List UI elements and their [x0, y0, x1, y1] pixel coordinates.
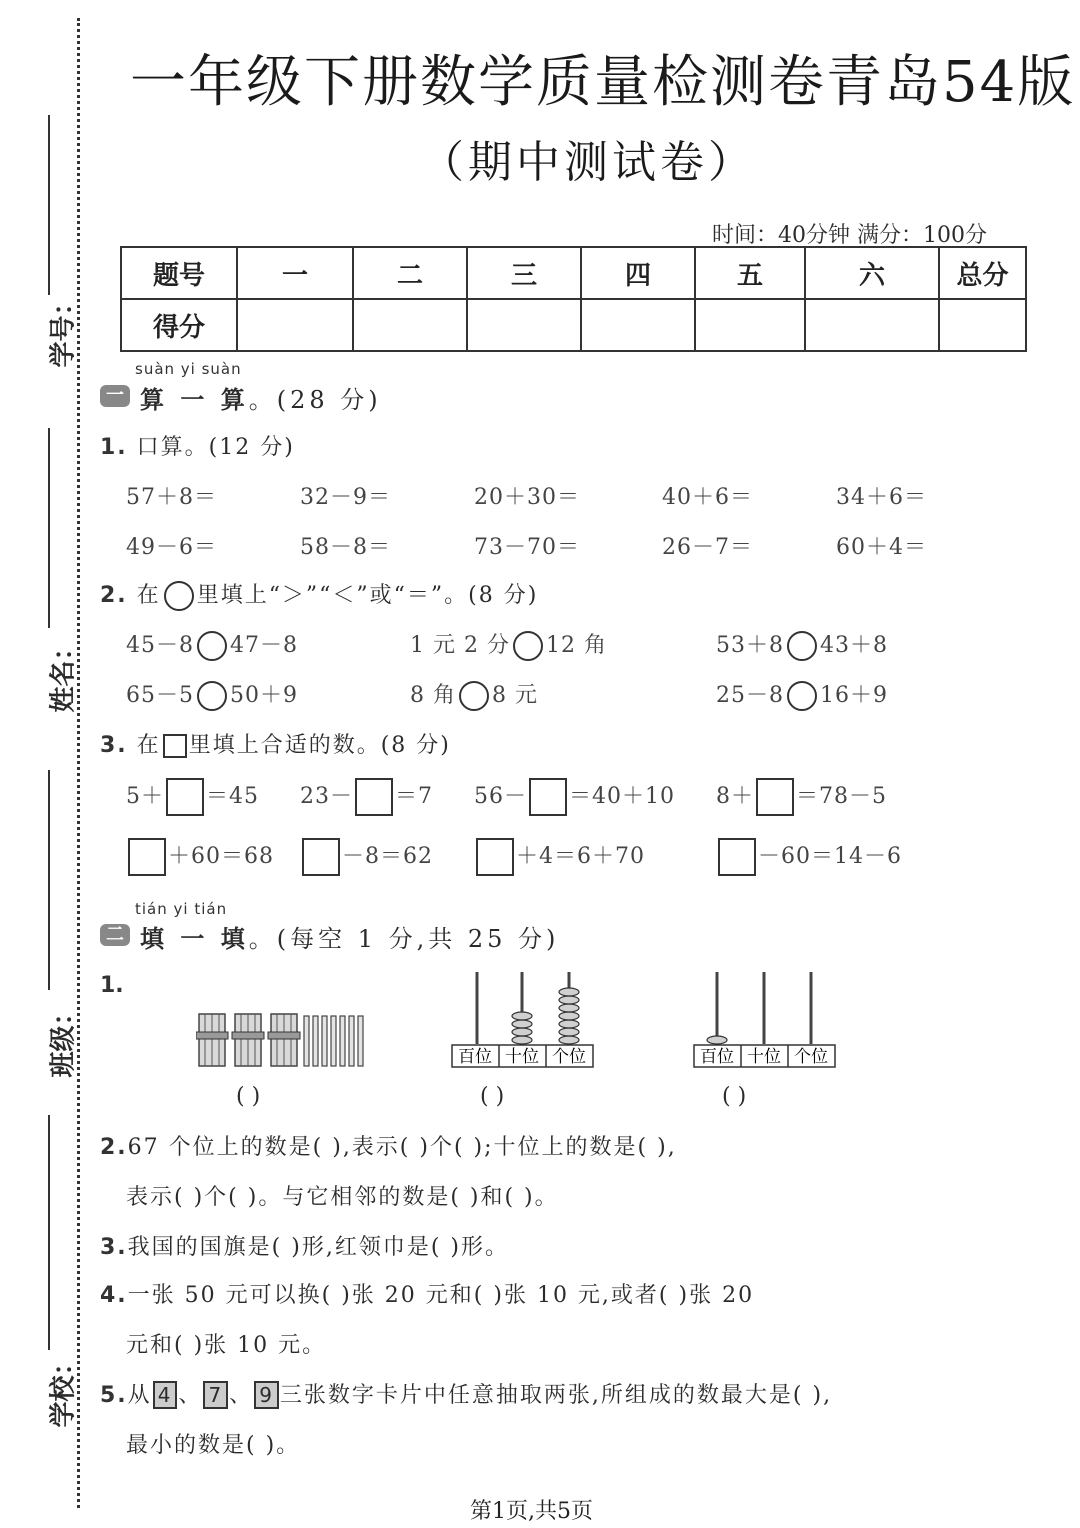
abacus-1	[448, 968, 598, 1072]
single-sticks	[304, 1016, 363, 1066]
s2-q4-text: 一张 50 元可以换( )张 20 元和( )张 10 元,或者( )张 20	[127, 1283, 755, 1308]
compare-circle[interactable]	[197, 631, 227, 661]
abacus-label: 十位	[505, 1047, 539, 1067]
score-table-header-row	[121, 247, 1026, 299]
score-header-cell: 总分	[939, 247, 1026, 299]
score-header-cell: 六	[805, 247, 939, 299]
s2-q5-number: 5.	[100, 1383, 128, 1408]
digit-card: 7	[203, 1381, 228, 1409]
s2-q4-line1	[100, 1278, 754, 1309]
exp-item: 49－6＝	[126, 535, 217, 560]
section2-header	[140, 919, 559, 954]
fill-post: ＋4＝6＋70	[516, 844, 645, 869]
compare-circle[interactable]	[787, 681, 817, 711]
fill-pre: 5＋	[126, 784, 164, 809]
compare-item	[410, 678, 538, 711]
score-header-cell: 一	[237, 247, 353, 299]
s2-q5-line1	[100, 1378, 832, 1409]
abacus-label: 百位	[700, 1047, 734, 1067]
score-header-cell: 题号	[121, 247, 237, 299]
compare-circle[interactable]	[787, 631, 817, 661]
s1-q2	[100, 578, 538, 611]
s1-q1-number: 1.	[100, 435, 128, 460]
exp-item: 40＋6＝	[662, 485, 753, 510]
s2-q5-post: 三张数字卡片中任意抽取两张,所组成的数最大是( ),	[279, 1383, 833, 1408]
score-cell[interactable]	[467, 299, 581, 351]
score-header-cell: 四	[581, 247, 695, 299]
s2-q2-text: 67 个位上的数是( ),表示( )个( );十位上的数是( ),	[127, 1135, 677, 1160]
section1-badge: 一	[100, 385, 130, 407]
section1-header	[140, 380, 382, 415]
s1-q3-number: 3.	[100, 733, 128, 758]
circle-icon	[164, 581, 194, 611]
s1-q3-text-post: 里填上合适的数。(8 分)	[188, 733, 451, 758]
compare-circle[interactable]	[197, 681, 227, 711]
section2-points: 。(每空 1 分,共 25 分)	[248, 925, 560, 953]
abacus-label: 个位	[794, 1047, 828, 1067]
fill-pre: 56－	[474, 784, 527, 809]
section1-points: 。(28 分)	[248, 386, 382, 414]
exp-item: 20＋30＝	[474, 485, 580, 510]
score-header-cell: 二	[353, 247, 467, 299]
compare-right: 8 元	[492, 683, 538, 708]
score-cell[interactable]	[353, 299, 467, 351]
fill-item	[126, 778, 259, 816]
abacus-label: 百位	[458, 1047, 492, 1067]
compare-left: 8 角	[410, 683, 456, 708]
s2-q1-number: 1.	[100, 973, 124, 998]
fill-post: ＝7	[395, 784, 433, 809]
section1-pinyin: suàn yi suàn	[135, 360, 242, 378]
compare-right: 12 角	[545, 633, 607, 658]
answer-blank[interactable]: ( )	[722, 1084, 747, 1109]
score-cell[interactable]	[939, 299, 1026, 351]
page-footer: 第1页,共5页	[470, 1499, 593, 1524]
fill-item	[474, 778, 675, 816]
binding-label-class: 班级：	[48, 999, 79, 1078]
score-table-score-row	[121, 299, 1026, 351]
score-cell[interactable]	[581, 299, 695, 351]
binding-line-student-id	[48, 115, 50, 295]
square-icon	[163, 734, 187, 758]
exp-item: 32－9＝	[300, 485, 391, 510]
answer-box[interactable]	[718, 838, 756, 876]
s1-q2-text-post: 里填上“＞”“＜”或“＝”。(8 分)	[196, 583, 539, 608]
binding-line-class	[48, 770, 50, 990]
s2-q5-line2: 最小的数是( )。	[126, 1433, 301, 1458]
compare-item	[126, 678, 298, 711]
compare-left: 65－5	[126, 683, 194, 708]
answer-box[interactable]	[476, 838, 514, 876]
binding-line-school	[48, 1115, 50, 1350]
counting-sticks-image	[196, 1008, 368, 1070]
compare-circle[interactable]	[459, 681, 489, 711]
abacus-2-bead	[707, 1036, 727, 1044]
answer-blank[interactable]: ( )	[480, 1084, 505, 1109]
fill-item	[474, 838, 645, 876]
section1-title: 算 一 算	[140, 386, 249, 414]
score-cell[interactable]	[237, 299, 353, 351]
fill-item	[300, 778, 433, 816]
binding-label-school: 学校：	[48, 1349, 79, 1428]
score-header-cell: 三	[467, 247, 581, 299]
score-table	[120, 246, 1027, 352]
section2-badge: 二	[100, 924, 130, 946]
exp-item: 60＋4＝	[836, 535, 927, 560]
binding-dotted-line	[77, 18, 80, 1508]
compare-item	[410, 628, 607, 661]
answer-blank[interactable]: ( )	[236, 1084, 261, 1109]
score-header-cell: 五	[695, 247, 805, 299]
stick-bundle	[232, 1014, 264, 1066]
answer-box[interactable]	[529, 778, 567, 816]
answer-box[interactable]	[166, 778, 204, 816]
exp-item: 57＋8＝	[126, 485, 217, 510]
compare-right: 47－8	[230, 633, 298, 658]
s2-q2-number: 2.	[100, 1135, 128, 1160]
stick-bundle	[196, 1014, 228, 1066]
s1-q1	[100, 430, 295, 461]
fill-pre: 8＋	[716, 784, 754, 809]
compare-left: 53＋8	[716, 633, 784, 658]
compare-left: 45－8	[126, 633, 194, 658]
page-subtitle: （期中测试卷）	[420, 137, 756, 188]
exam-meta: 时间：40分钟 满分：100分	[712, 223, 987, 248]
compare-item	[126, 628, 298, 661]
compare-right: 50＋9	[230, 683, 298, 708]
digit-card: 4	[153, 1381, 178, 1409]
score-row-label: 得分	[121, 299, 237, 351]
fill-pre: 23－	[300, 784, 353, 809]
digit-card: 9	[254, 1381, 279, 1409]
s2-q3-number: 3.	[100, 1235, 128, 1260]
s2-q3-text: 我国的国旗是( )形,红领巾是( )形。	[127, 1235, 509, 1260]
fill-item	[126, 838, 274, 876]
stick-bundle	[268, 1014, 300, 1066]
exp-item: 26－7＝	[662, 535, 753, 560]
compare-right: 43＋8	[820, 633, 888, 658]
answer-box[interactable]	[302, 838, 340, 876]
binding-line-name	[48, 428, 50, 628]
fill-item	[300, 838, 433, 876]
compare-item	[716, 678, 888, 711]
s2-q3-line1	[100, 1230, 509, 1261]
s1-q1-text: 口算。(12 分)	[136, 435, 295, 460]
exp-item: 58－8＝	[300, 535, 391, 560]
abacus-label: 十位	[747, 1047, 781, 1067]
fill-post: ＝40＋10	[569, 784, 675, 809]
abacus-label: 个位	[552, 1047, 586, 1067]
s2-q2-line1	[100, 1130, 677, 1161]
compare-left: 1 元 2 分	[410, 633, 510, 658]
compare-right: 16＋9	[820, 683, 888, 708]
compare-left: 25－8	[716, 683, 784, 708]
answer-box[interactable]	[128, 838, 166, 876]
card-separator: 、	[178, 1383, 203, 1408]
exp-item: 34＋6＝	[836, 485, 927, 510]
s2-q2-line2: 表示( )个( )。与它相邻的数是( )和( )。	[126, 1185, 559, 1210]
s2-q5-pre: 从	[127, 1383, 152, 1408]
fill-item	[716, 838, 902, 876]
s1-q3	[100, 728, 451, 759]
compare-circle[interactable]	[513, 631, 543, 661]
compare-item	[716, 628, 888, 661]
s2-q4-number: 4.	[100, 1283, 128, 1308]
s1-q3-text-pre: 在	[136, 733, 161, 758]
fill-post: ＝45	[206, 784, 259, 809]
fill-post: ＝78－5	[796, 784, 887, 809]
fill-post: ＋60＝68	[168, 844, 274, 869]
answer-box[interactable]	[756, 778, 794, 816]
exp-item: 73－70＝	[474, 535, 580, 560]
card-separator: 、	[229, 1383, 254, 1408]
fill-post: －8＝62	[342, 844, 433, 869]
page-title: 一年级下册数学质量检测卷青岛54版	[130, 50, 1076, 115]
s2-q4-line2: 元和( )张 10 元。	[126, 1333, 327, 1358]
fill-item	[716, 778, 887, 816]
score-cell[interactable]	[805, 299, 939, 351]
score-cell[interactable]	[695, 299, 805, 351]
s1-q2-number: 2.	[100, 583, 128, 608]
section2-pinyin: tián yi tián	[135, 900, 228, 918]
binding-label-student-id: 学号：	[48, 289, 79, 368]
abacus-2	[690, 968, 840, 1072]
binding-label-name: 姓名：	[48, 634, 79, 713]
section2-title: 填 一 填	[140, 925, 249, 953]
answer-box[interactable]	[355, 778, 393, 816]
fill-post: －60＝14－6	[758, 844, 902, 869]
s1-q2-text-pre: 在	[136, 583, 161, 608]
